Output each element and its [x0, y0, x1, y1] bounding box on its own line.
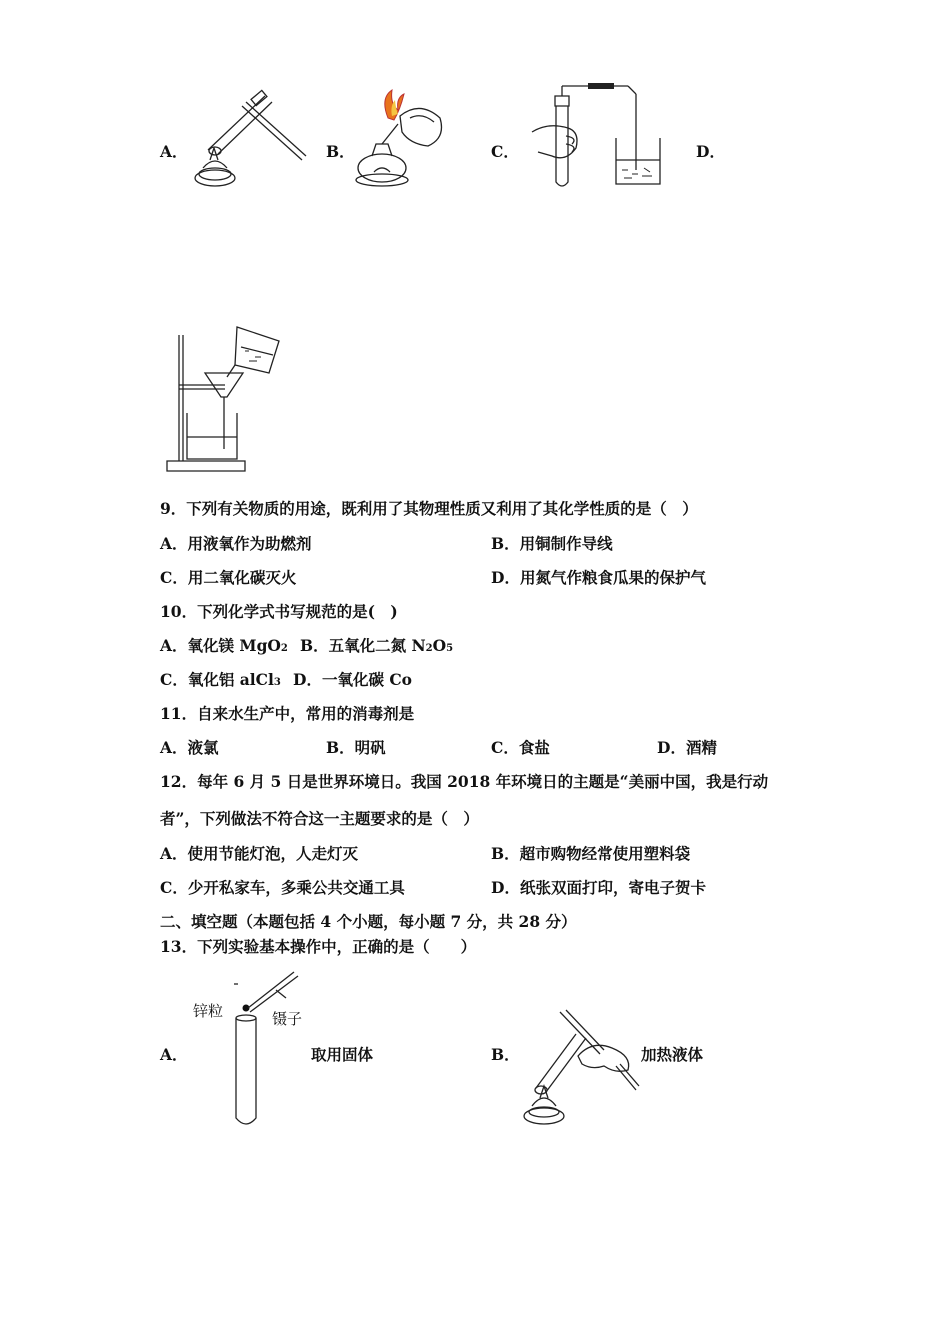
zinc-granule-label: 锌粒: [193, 1002, 224, 1020]
q10-option-b-mid: O: [432, 636, 447, 655]
q12-option-d[interactable]: D．纸张双面打印，寄电子贺卡: [491, 878, 706, 897]
q10-option-b-text: B．五氧化二氮 N: [300, 636, 426, 655]
heating-liquid-icon: [520, 1008, 640, 1130]
q13-option-a-label[interactable]: A．: [160, 1045, 188, 1064]
q9-option-b[interactable]: B．用铜制作导线: [491, 534, 613, 553]
q12-option-c[interactable]: C．少开私家车，多乘公共交通工具: [160, 878, 405, 897]
q9-stem: 9．下列有关物质的用途，既利用了其物理性质又利用了其化学性质的是（ ）: [160, 499, 698, 518]
q11-option-a[interactable]: A．液氯: [160, 738, 219, 757]
q10-option-a[interactable]: [160, 634, 288, 656]
q8-option-c-label: C．: [491, 142, 519, 161]
q8-option-b-label: B．: [326, 142, 355, 161]
q10-option-b[interactable]: [300, 634, 453, 656]
q13-option-b-label[interactable]: B．: [491, 1045, 520, 1064]
q10-option-d[interactable]: D．一氧化碳 Co: [293, 670, 413, 689]
q10-option-b-subscript-2: 5: [446, 643, 454, 654]
q8-option-d-label: D．: [696, 142, 725, 161]
q8-option-a-label: A．: [160, 142, 188, 161]
q9-option-d[interactable]: D．用氮气作粮食瓜果的保护气: [491, 568, 706, 587]
q10-stem: 10．下列化学式书写规范的是( ): [160, 602, 398, 621]
q10-option-c[interactable]: [160, 668, 281, 690]
q12-option-a[interactable]: A．使用节能灯泡，人走灯灭: [160, 844, 359, 863]
q12-stem-line-2: 者”，下列做法不符合这一主题要求的是（ ）: [160, 809, 479, 828]
q11-option-d[interactable]: D．酒精: [657, 738, 717, 757]
q11-option-c[interactable]: C．食盐: [491, 738, 550, 757]
q13-option-a-caption: 取用固体: [311, 1045, 374, 1064]
q10-option-c-text: C．氧化铝 alCl: [160, 670, 274, 689]
lighting-alcohol-lamp-icon: [350, 88, 450, 193]
q11-stem: 11．自来水生产中，常用的消毒剂是: [160, 704, 415, 723]
q12-option-b[interactable]: B．超市购物经常使用塑料袋: [491, 844, 691, 863]
q9-option-a[interactable]: A．用液氧作为助燃剂: [160, 534, 312, 553]
airtightness-check-icon: [518, 82, 678, 192]
section-heading: 二、填空题（本题包括 4 个小题，每小题 7 分，共 28 分）: [160, 912, 577, 931]
tweezers-label: 镊子: [272, 1010, 303, 1028]
q10-option-b-subscript-1: 2: [425, 643, 433, 654]
q10-option-a-subscript: 2: [280, 643, 288, 654]
test-tube-tweezers-icon: [228, 968, 308, 1130]
q12-stem-line-1: 12．每年 6 月 5 日是世界环境日。我国 2018 年环境日的主题是“美丽中国，我是行动: [160, 772, 769, 791]
q10-option-c-subscript: 3: [273, 677, 281, 688]
q9-option-c[interactable]: C．用二氧化碳灭火: [160, 568, 297, 587]
filtration-apparatus-icon: [165, 325, 290, 475]
q10-option-a-text: A．氧化镁 MgO: [160, 636, 281, 655]
q13-option-b-caption: 加热液体: [641, 1045, 704, 1064]
alcohol-lamp-heating-tube-icon: [190, 88, 310, 193]
q13-stem: 13．下列实验基本操作中，正确的是（ ）: [160, 937, 477, 956]
q11-option-b[interactable]: B．明矾: [326, 738, 386, 757]
